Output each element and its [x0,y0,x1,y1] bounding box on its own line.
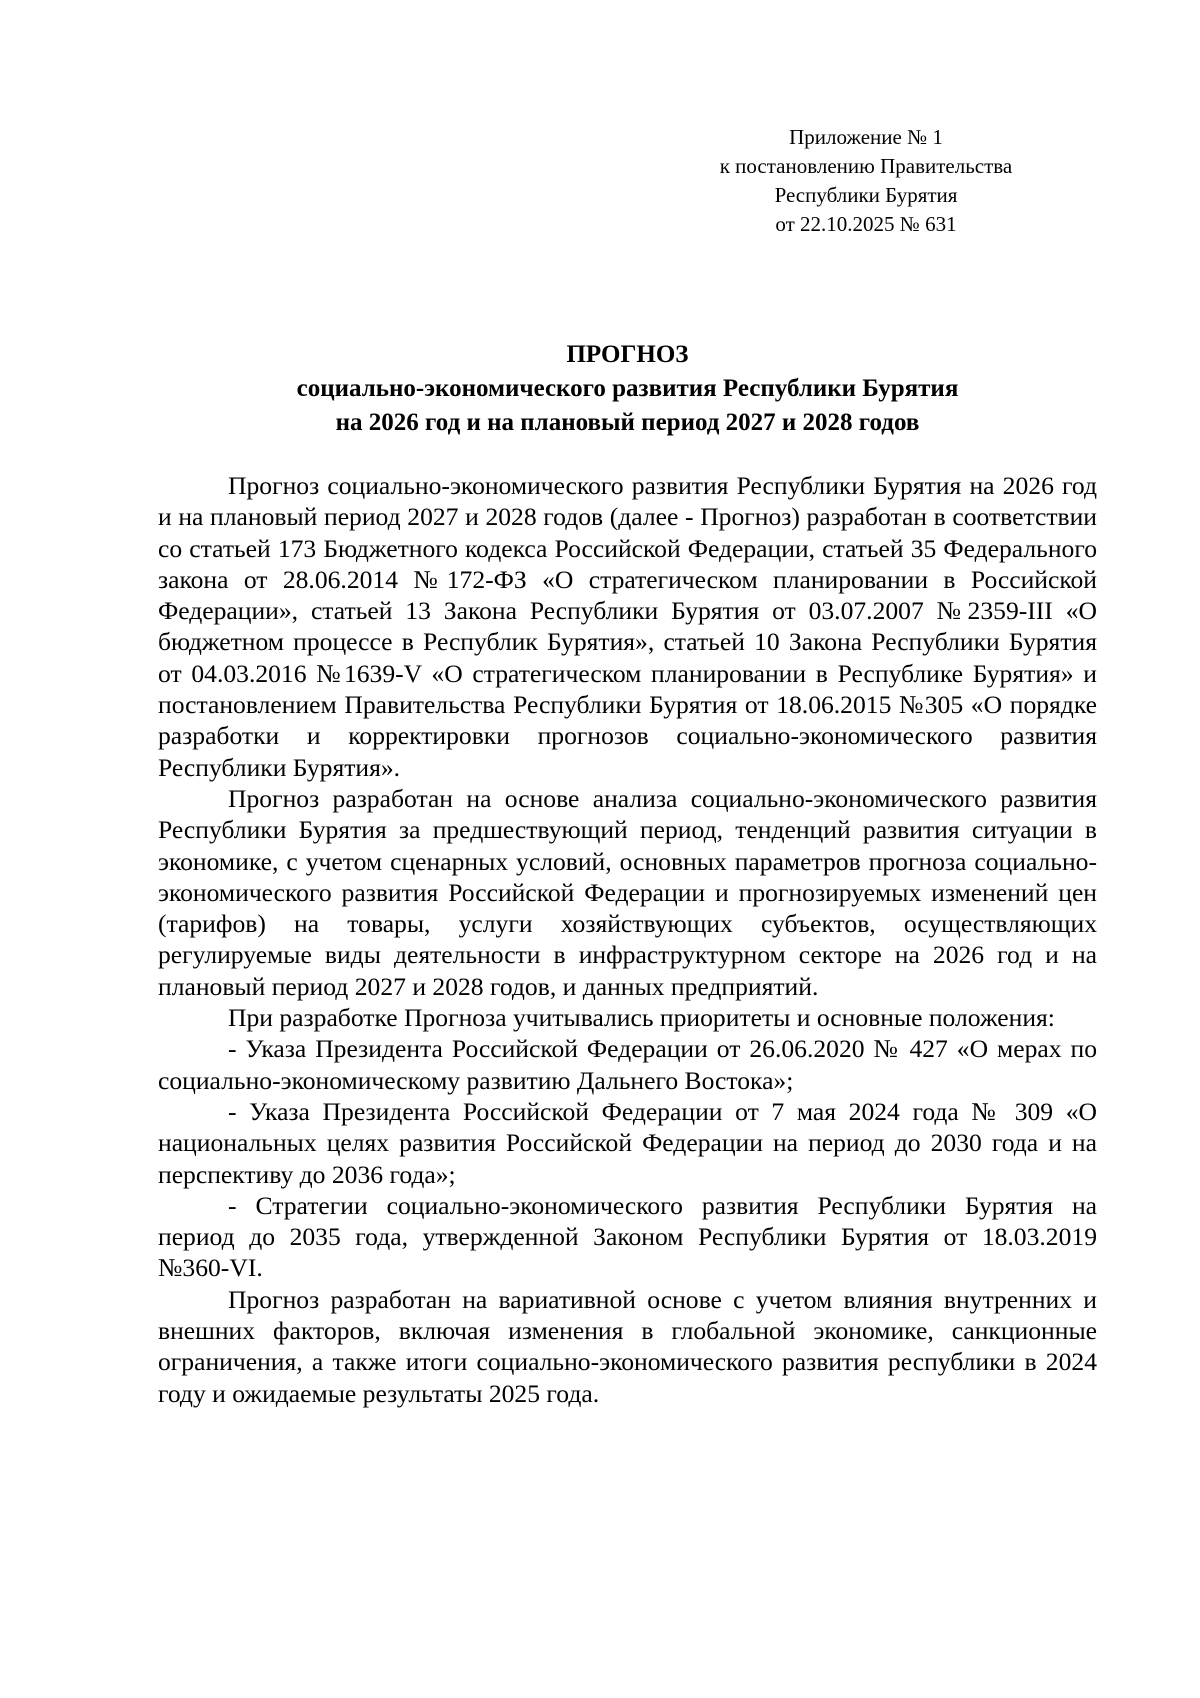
document-body [158,470,1097,1409]
document-title [160,338,1095,440]
paragraph-priorities: При разработке Прогноза учитывались приоритеты и основные положения: [228,1003,1055,1033]
appendix-number: Приложение № 1 [789,125,943,149]
title-subtitle-line2: на 2026 год и на плановый период 2027 и 2028 годов [335,409,920,436]
list-item-decree-427: - Указа Президента Российской Федерации от 26.06.2020 № 427 «О мерах по социально-экономическому развитию Дальнего Востока»; [158,1034,1097,1095]
paragraph-variants: Прогноз разработан на вариативной основе с учетом влияния внутренних и внешних факторов, включая изменения в глобальной экономике, санкционные ограничения, а также итоги социально-экономического развития республики в 2024 году и ожидаемые результаты 2025 года. [158,1284,1097,1408]
title-subtitle-line1: социально-экономического развития Республики Бурятия [296,375,959,402]
appendix-republic: Республики Бурятия [774,183,958,207]
title-heading: ПРОГНОЗ [566,341,689,368]
list-item-decree-309: - Указа Президента Российской Федерации от 7 мая 2024 года № 309 «О национальных целях развития Российской Федерации на период до 2030 года и на перспективу до 2036 года»; [158,1096,1097,1189]
appendix-resolution-ref: к постановлению Правительства [719,154,1013,178]
appendix-header [676,123,1056,239]
paragraph-intro: Прогноз социально-экономического развития Республики Бурятия на 2026 год и на плановый период 2027 и 2028 годов (далее - Прогноз) разработан в соответствии со статьей 173 Бюджетного кодекса Российской Федерации, статьей 35 Федерального закона от 28.06.2014 №172-ФЗ «О стратегическом планировании в Российской Федерации», статьей 13 Закона Республики Бурятия от 03.07.2007 №2359-III «О бюджетном процессе в Республик Бурятия», статьей 10 Закона Республики Бурятия от 04.03.2016 №1639-V «О стратегическом планировании в Республике Бурятия» и постановлением Правительства Республики Бурятия от 18.06.2015 №305 «О порядке разработки и корректировки прогнозов социально-экономического развития Республики Бурятия». [158,471,1097,782]
appendix-date-number: от 22.10.2025 № 631 [775,212,957,236]
paragraph-basis: Прогноз разработан на основе анализа социально-экономического развития Республики Бурятия за предшествующий период, тенденций развития ситуации в экономике, с учетом сценарных условий, основных параметров прогноза социально-экономического развития Российской Федерации и прогнозируемых изменений цен (тарифов) на товары, услуги хозяйствующих субъектов, осуществляющих регулируемые виды деятельности в инфраструктурном секторе на 2026 год и на плановый период 2027 и 2028 годов, и данных предприятий. [158,783,1097,1001]
list-item-strategy-2035: - Стратегии социально-экономического развития Республики Бурятия на период до 2035 года, утвержденной Законом Республики Бурятия от 18.03.2019 №360-VI. [158,1190,1097,1283]
